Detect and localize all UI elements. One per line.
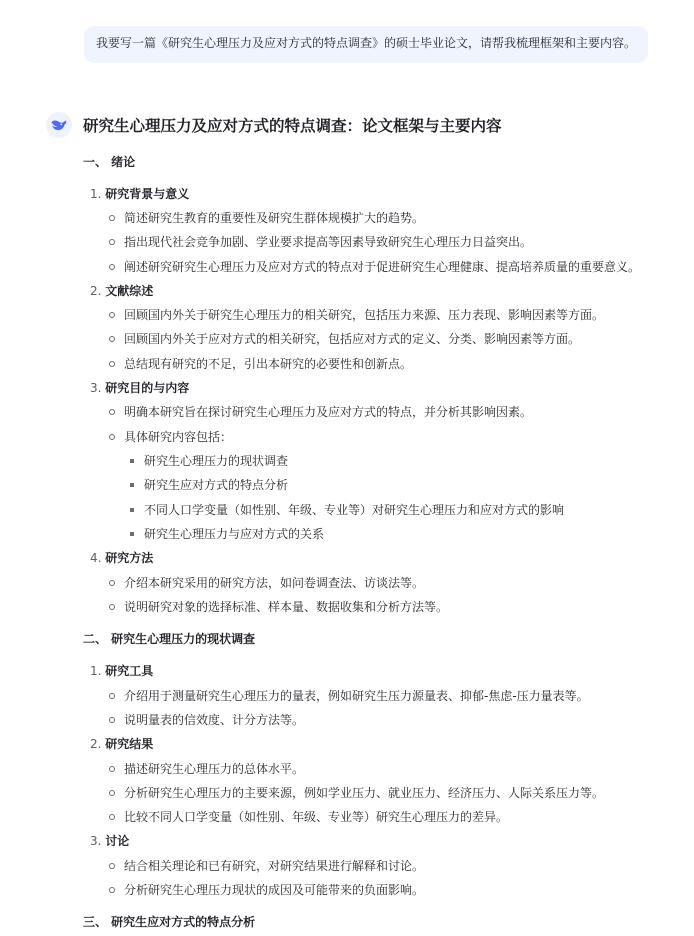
list-item-text: 描述研究生心理压力的总体水平。 — [124, 762, 305, 776]
list-item-text: 简述研究生教育的重要性及研究生群体规模扩大的趋势。 — [124, 211, 425, 225]
bullet-circle-icon — [109, 361, 115, 367]
list-item — [124, 808, 508, 826]
bullet-circle-icon — [109, 604, 115, 610]
list-item — [124, 330, 580, 348]
list-item — [124, 598, 448, 616]
bullet-square-icon — [130, 532, 134, 536]
user-message-bubble — [84, 26, 648, 63]
list-item — [124, 857, 424, 875]
list-item-text: 分析研究生心理压力现状的成因及可能带来的负面影响。 — [124, 883, 425, 897]
subsection-label: 研究工具 — [105, 664, 154, 678]
list-item-text: 介绍用于测量研究生心理压力的量表，例如研究生压力源量表、抑郁-焦虑-压力量表等。 — [124, 689, 589, 703]
list-item-text: 说明量表的信效度、计分方法等。 — [124, 713, 305, 727]
bullet-circle-icon — [109, 239, 115, 245]
list-item-text: 说明研究对象的选择标准、样本量、数据收集和分析方法等。 — [124, 600, 449, 614]
bullet-circle-icon — [109, 887, 115, 893]
list-item-text: 阐述研究研究生心理压力及应对方式的特点对于促进研究生心理健康、提高培养质量的重要意义。 — [124, 260, 641, 274]
list-item-text: 具体研究内容包括： — [124, 430, 233, 444]
list-item-text: 明确本研究旨在探讨研究生心理压力及应对方式的特点，并分析其影响因素。 — [124, 405, 533, 419]
bullet-circle-icon — [109, 336, 115, 342]
nested-list-item — [144, 452, 288, 470]
list-item — [124, 403, 532, 421]
list-item-text: 总结现有研究的不足，引出本研究的必要性和创新点。 — [124, 357, 413, 371]
list-item — [124, 574, 424, 592]
list-item-text: 回顾国内外关于研究生心理压力的相关研究，包括压力来源、压力表现、影响因素等方面。 — [124, 308, 605, 322]
bullet-circle-icon — [109, 264, 115, 270]
subsection-label: 研究结果 — [105, 737, 154, 751]
nested-list-item — [144, 525, 324, 543]
subsection-heading — [90, 832, 129, 850]
list-item-text: 分析研究生心理压力的主要来源，例如学业压力、就业压力、经济压力、人际关系压力等。 — [124, 786, 605, 800]
bullet-circle-icon — [109, 434, 115, 440]
subsection-heading — [90, 282, 153, 300]
list-item-text: 比较不同人口学变量（如性别、年级、专业等）研究生心理压力的差异。 — [124, 810, 509, 824]
section-heading-stress-survey: 二、 研究生心理压力的现状调查 — [83, 632, 256, 646]
list-item — [124, 784, 604, 802]
bullet-circle-icon — [109, 863, 115, 869]
bullet-circle-icon — [109, 693, 115, 699]
bullet-circle-icon — [109, 409, 115, 415]
list-item-text: 指出现代社会竞争加剧、学业要求提高等因素导致研究生心理压力日益突出。 — [124, 235, 533, 249]
subsection-heading — [90, 549, 153, 567]
subsection-number: 1. — [90, 664, 102, 678]
subsection-heading — [90, 185, 189, 203]
bullet-square-icon — [130, 459, 134, 463]
list-item — [124, 209, 424, 227]
bullet-circle-icon — [109, 215, 115, 221]
reply-title: 研究生心理压力及应对方式的特点调查：论文框架与主要内容 — [83, 117, 502, 135]
subsection-label: 研究方法 — [105, 551, 154, 565]
list-item-text: 回顾国内外关于应对方式的相关研究，包括应对方式的定义、分类、影响因素等方面。 — [124, 332, 581, 346]
list-item-text: 结合相关理论和已有研究，对研究结果进行解释和讨论。 — [124, 859, 425, 873]
subsection-number: 4. — [90, 551, 102, 565]
list-item — [124, 687, 589, 705]
subsection-heading — [90, 735, 153, 753]
bullet-circle-icon — [109, 580, 115, 586]
list-item-text: 介绍本研究采用的研究方法，如问卷调查法、访谈法等。 — [124, 576, 425, 590]
list-item — [124, 428, 232, 446]
nested-list-item — [144, 476, 288, 494]
list-item — [124, 760, 304, 778]
bullet-circle-icon — [109, 790, 115, 796]
nested-list-item-text: 研究生应对方式的特点分析 — [144, 478, 289, 492]
bullet-circle-icon — [109, 717, 115, 723]
list-item — [124, 233, 532, 251]
bullet-square-icon — [130, 508, 134, 512]
subsection-number: 2. — [90, 737, 102, 751]
bullet-circle-icon — [109, 312, 115, 318]
subsection-number: 1. — [90, 187, 102, 201]
subsection-heading — [90, 662, 153, 680]
subsection-label: 研究目的与内容 — [105, 381, 190, 395]
bullet-circle-icon — [109, 766, 115, 772]
list-item — [124, 711, 304, 729]
nested-list-item-text: 不同人口学变量（如性别、年级、专业等）对研究生心理压力和应对方式的影响 — [144, 503, 565, 517]
section-heading-coping-analysis: 三、 研究生应对方式的特点分析 — [83, 915, 256, 929]
subsection-number: 2. — [90, 284, 102, 298]
subsection-label: 文献综述 — [105, 284, 154, 298]
list-item — [124, 258, 640, 276]
subsection-heading — [90, 379, 189, 397]
list-item — [124, 306, 604, 324]
nested-list-item-text: 研究生心理压力与应对方式的关系 — [144, 527, 325, 541]
bullet-square-icon — [130, 483, 134, 487]
subsection-number: 3. — [90, 381, 102, 395]
subsection-label: 讨论 — [105, 834, 130, 848]
section-heading-introduction: 一、 绪论 — [83, 155, 136, 169]
subsection-label: 研究背景与意义 — [105, 187, 190, 201]
whale-logo-icon — [50, 117, 68, 133]
subsection-number: 3. — [90, 834, 102, 848]
user-message-text: 我要写一篇《研究生心理压力及应对方式的特点调查》的硕士毕业论文，请帮我梳理框架和主要内容。 — [96, 36, 637, 50]
ai-assistant-icon — [46, 112, 72, 138]
list-item — [124, 881, 424, 899]
nested-list-item — [144, 501, 564, 519]
nested-list-item-text: 研究生心理压力的现状调查 — [144, 454, 289, 468]
list-item — [124, 355, 412, 373]
bullet-circle-icon — [109, 814, 115, 820]
